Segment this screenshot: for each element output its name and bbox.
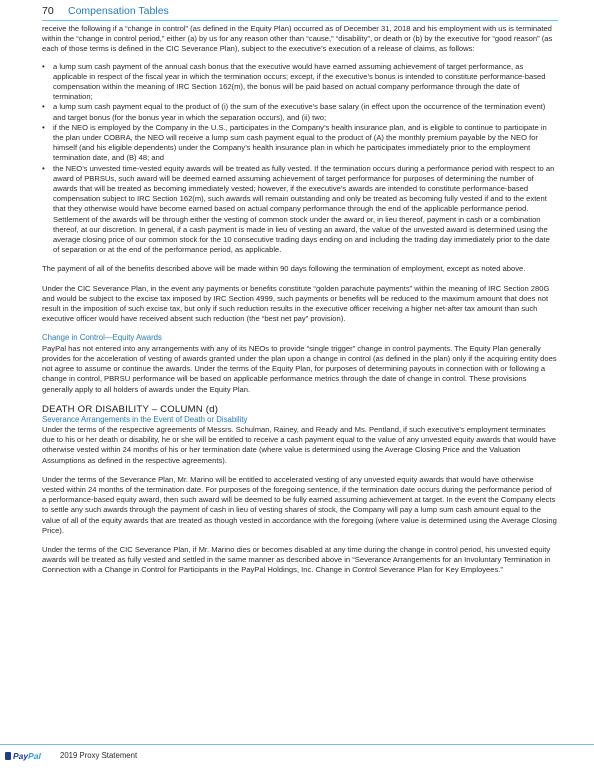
footer-rule: [0, 744, 594, 745]
section-title: Compensation Tables: [68, 5, 169, 17]
death-disability-paragraph-1: Under the terms of the respective agreements of Messrs. Schulman, Rainey, and Ready and Ms. Pentland, if such executive’s employment terminates due to his or her death or disability, he or she will be entitled to receive a cash payment equal to the value of any unvested equity awards that would have otherwise vested within 24 months of his or her termination date (where value is determined using the Average Closing Price and the Valuation Assumptions as defined in the respective agreements).: [42, 424, 557, 465]
page-number: 70: [42, 5, 54, 17]
list-item: [42, 164, 558, 256]
list-item-text: a lump sum cash payment equal to the product of (i) the sum of the executive’s base salary (in effect upon the occurrence of the termination event) and target bonus (for the bonus year in which the separation occurs), and (ii) two;: [53, 102, 546, 122]
death-disability-paragraph-3: Under the terms of the CIC Severance Plan, if Mr. Marino dies or becomes disabled at any time during the change in control period, his unvested equity awards will be treated as fully vested and settled in the same manner as described above in “Severance Arrangements for an Involuntary Termination in Connection with a Change in Control for Participants in the PayPal Holdings, Inc. Change in Control Severance Plan for Key Employees.”: [42, 544, 551, 575]
page-footer: [0, 744, 594, 774]
payment-paragraph: The payment of all of the benefits described above will be made within 90 days following the termination of employment, except as noted above.: [42, 264, 526, 274]
bullet-icon: •: [42, 61, 45, 71]
paypal-p-icon: [5, 752, 11, 760]
list-item: [42, 62, 558, 103]
list-item: [42, 123, 558, 164]
equity-awards-heading: Change in Control—Equity Awards: [42, 333, 162, 343]
list-item-text: the NEO’s unvested time-vested equity awards will be treated as fully vested. If the termination occurs during a performance period with respect to an award of PBRSUs, such award will be deemed earned assuming achievement of target performance for purposes of determining the number of awards that will be treated as becoming immediately vested; however, if the executive’s awards are intended to constitute performance-based compensation subject to IRC Section 162(m), such awards will remain outstanding and only be treated as becoming fully vested if and to the extent that they otherwise would have become earned based on actual company performance through the end of the applicable performance period. Settlement of the awards will be through either the vesting of common stock under the award or, in lieu thereof, payment in cash or a combination thereof, at our discretion. In general, if a cash payment is made in lieu of vesting an award, the value of the unvested award is determined using the average closing price of our common stock for the 10 consecutive trading days ending on and including the trading day immediately prior to the date of separation or at the end of the performance period, as applicable.: [53, 163, 555, 255]
document-title: 2019 Proxy Statement: [60, 751, 138, 760]
intro-paragraph: receive the following if a “change in control” (as defined in the Equity Plan) occurred as of December 31, 2018 and his employment with us is terminated within the “change in control period,” either (a) by us for any reason other than “cause,” “disability”, or death or (b) by the executive for “good reason” (as each of those terms is defined in the CIC Severance Plan), subject to the executive’s execution of a release of claims, as follows:: [42, 24, 553, 54]
list-item: [42, 102, 558, 122]
death-disability-subheading: Severance Arrangements in the Event of Death or Disability: [42, 414, 248, 424]
death-disability-paragraph-2: Under the terms of the Severance Plan, Mr. Marino will be entitled to accelerated vesting of any unvested equity awards that would have otherwise vested within 24 months of the termination date. For purposes of the foregoing sentence, if the termination date occurs during the performance period of a performance-based equity award, then such award will be deemed to be fully earned assuming achievement at target. In the event the Company elects to settle any such awards through the payment of cash in lieu of vesting shares of stock, the Company will pay a lump sum cash amount equal to the value of all of the equity awards that are treated as though vested in accordance with the foregoing (where value is determined using the Average Closing Price).: [42, 474, 557, 535]
page-body: [42, 24, 558, 576]
equity-awards-paragraph: PayPal has not entered into any arrangements with any of its NEOs to provide “single trigger” change in control payments. The Equity Plan generally provides for the acceleration of vesting of awards granted under the plan upon a change in control (as defined in the plan) only if the acquiring entity does not agree to assume or continue the awards. Under the terms of the Equity Plan, for purposes of determining payouts in connection with or following a change in control, PBRSU performance will be based on applicable performance metrics through the date of change in control. These provisions generally apply to all holders of awards under the Equity Plan.: [42, 343, 557, 394]
paypal-logo: PayPal: [5, 751, 41, 761]
list-item-text: if the NEO is employed by the Company in the U.S., participates in the Company’s health insurance plan, and is eligible to continue to participate in the plan under COBRA, the NEO will receive a lump sum cash payment equal to the product of (A) the monthly premium payable by the NEO for himself (and his eligible dependents) under the Company’s health insurance plan in which he participates immediately prior to the employment termination date, and (B) 48; and: [53, 122, 547, 163]
cic-excise-paragraph: Under the CIC Severance Plan, in the event any payments or benefits constitute “golden parachute payments” within the meaning of IRC Section 280G and would be subject to the excise tax imposed by IRC Section 4999, such payments or benefits will be reduced to the maximum amount that does not result in the imposition of such excise tax, but only if such reduction results in the executive officer receiving a higher net-after tax amount than such executive officer would have received absent such reduction (the “best net pay” provision).: [42, 283, 550, 324]
list-item-text: a lump sum cash payment of the annual cash bonus that the executive would have earned assuming achievement of target performance, as applicable in respect of the fiscal year in which the termination occurs; except, if the executive’s bonus is intended to constitute performance-based compensation within the meaning of IRC Section 162(m), the bonus will be paid based on actual company performance through the date of termination;: [53, 61, 546, 102]
benefits-list: [42, 62, 558, 256]
bullet-icon: •: [42, 102, 45, 112]
header-rule: [42, 20, 558, 21]
bullet-icon: •: [42, 163, 45, 173]
death-disability-title: DEATH OR DISABILITY – COLUMN (d): [42, 403, 219, 415]
page-header: [42, 3, 558, 19]
bullet-icon: •: [42, 122, 45, 132]
